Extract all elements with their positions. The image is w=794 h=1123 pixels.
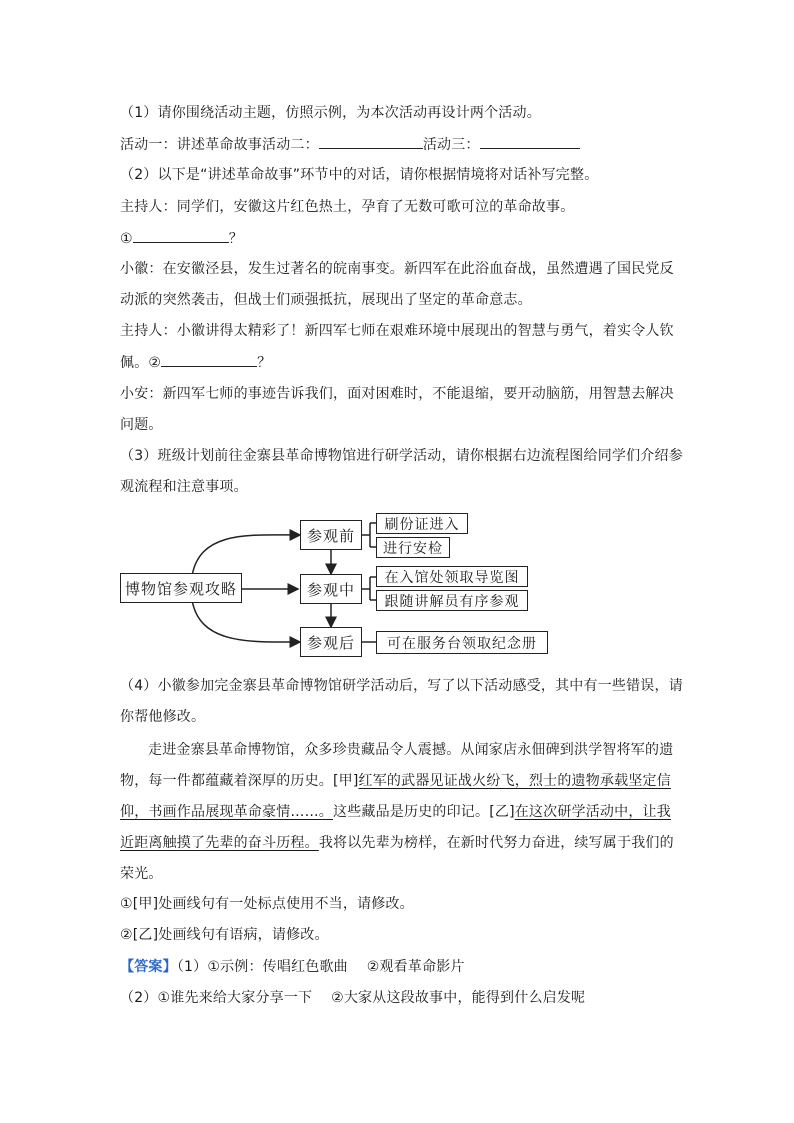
underlined-sentence-yi: 在这次研学活动中，让我: [514, 804, 671, 820]
activity1-text: 活动一：讲述革命故事活动二：: [120, 137, 319, 153]
flowchart-after-item: 可在服务台领取纪念册: [376, 631, 548, 654]
q4-sub1: ①[甲]处画线句有一处标点使用不当，请修改。: [120, 896, 414, 912]
flowchart-before: 参观前: [300, 520, 362, 550]
activity3-text: 活动三：: [422, 137, 480, 153]
answer-tag: 【答案】: [120, 959, 177, 975]
marker-yi: [乙]: [489, 804, 515, 820]
blank1-qmark: ？: [228, 231, 243, 247]
flowchart-during: 参观中: [300, 574, 362, 604]
answer-q1: （1）①示例：传唱红色歌曲 ②观看革命影片: [176, 959, 465, 975]
q1-prompt: （1）请你围绕活动主题，仿照示例，为本次活动再设计两个活动。: [120, 105, 541, 121]
q2-host1: 主持人：同学们，安徽这片红色热土，孕育了无数可歌可泣的革命故事。: [120, 199, 575, 215]
q2-host2-l1: 主持人：小徽讲得太精彩了！新四军七师在艰难环境中展现出的智慧与勇气，着实令人钦: [120, 323, 674, 339]
answer-line2: （2）①谁先来给大家分享一下 ②大家从这段故事中，能得到什么启发呢: [120, 990, 586, 1006]
q3-prompt-l2: 观流程和注意事项。: [120, 479, 248, 495]
q2-xiaoan-l2: 问题。: [120, 417, 163, 433]
blank2-qmark: ？: [257, 355, 272, 371]
q2-xiaoan-l1: 小安：新四军七师的事迹告诉我们，面对困难时，不能退缩，要开动脑筋，用智慧去解决: [120, 386, 674, 402]
flowchart-during-item: 在入馆处领取导览图: [376, 566, 528, 587]
q2-prompt: （2）以下是“讲述革命故事”环节中的对话，请你根据情境将对话补写完整。: [120, 167, 599, 183]
paragraph-text: 这些藏品是历史的印记。: [333, 804, 490, 820]
q3-prompt-l1: （3）班级计划前往金寨县革命博物馆进行研学活动，请你根据右边流程图给同学们介绍参: [120, 448, 683, 464]
q4-paragraph-l4: [120, 833, 674, 853]
q2-xiaohui-l2: 动派的突然袭击，但战士们顽强抵抗，展现出了坚定的革命意志。: [120, 292, 532, 308]
q4-paragraph-l3: [120, 802, 671, 822]
q4-prompt-l2: 你帮他修改。: [120, 709, 206, 725]
flowchart-root: 博物馆参观攻略: [120, 573, 242, 603]
q4-prompt-l1: （4）小徽参加完金寨县革命博物馆研学活动后，写了以下活动感受，其中有一些错误，请: [120, 678, 683, 694]
q4-paragraph-l2: [120, 771, 671, 791]
underlined-sentence-jia-end: 仰，书画作品展现革命豪情……。: [120, 804, 333, 820]
q4-paragraph-l1: 走进金寨县革命博物馆，众多珍贵藏品令人震撼。从闻家店永佃碑到洪学智将军的遗: [148, 742, 674, 758]
underlined-sentence-jia: 红军的武器见证战火纷飞，烈士的遗物承载坚定信: [358, 773, 671, 789]
q4-sub2: ②[乙]处画线句有语病，请修改。: [120, 927, 329, 943]
blank1-number: ①: [120, 231, 133, 247]
q2-xiaohui-l1: 小徽：在安徽泾县，发生过著名的皖南事变。新四军在此浴血奋战，虽然遭遇了国民党反: [120, 261, 674, 277]
flowchart-after: 参观后: [300, 627, 362, 657]
paragraph-text: 我将以先辈为榜样，在新时代努力奋进，续写属于我们的: [318, 835, 674, 851]
blank2-prefix: 佩。②: [120, 355, 162, 371]
flowchart-before-item: 刷份证进入: [376, 513, 468, 534]
q4-paragraph-l5: 荣光。: [120, 866, 163, 882]
answer-line1: [120, 957, 465, 977]
paragraph-text: 物，每一件都蕴藏着深厚的历史。: [120, 773, 333, 789]
flowchart-during-item: 跟随讲解员有序参观: [376, 590, 528, 611]
marker-jia: [甲]: [333, 773, 359, 789]
underlined-sentence-yi-end: 近距离触摸了先辈的奋斗历程。: [120, 835, 319, 851]
flowchart-before-item: 进行安检: [376, 537, 450, 558]
